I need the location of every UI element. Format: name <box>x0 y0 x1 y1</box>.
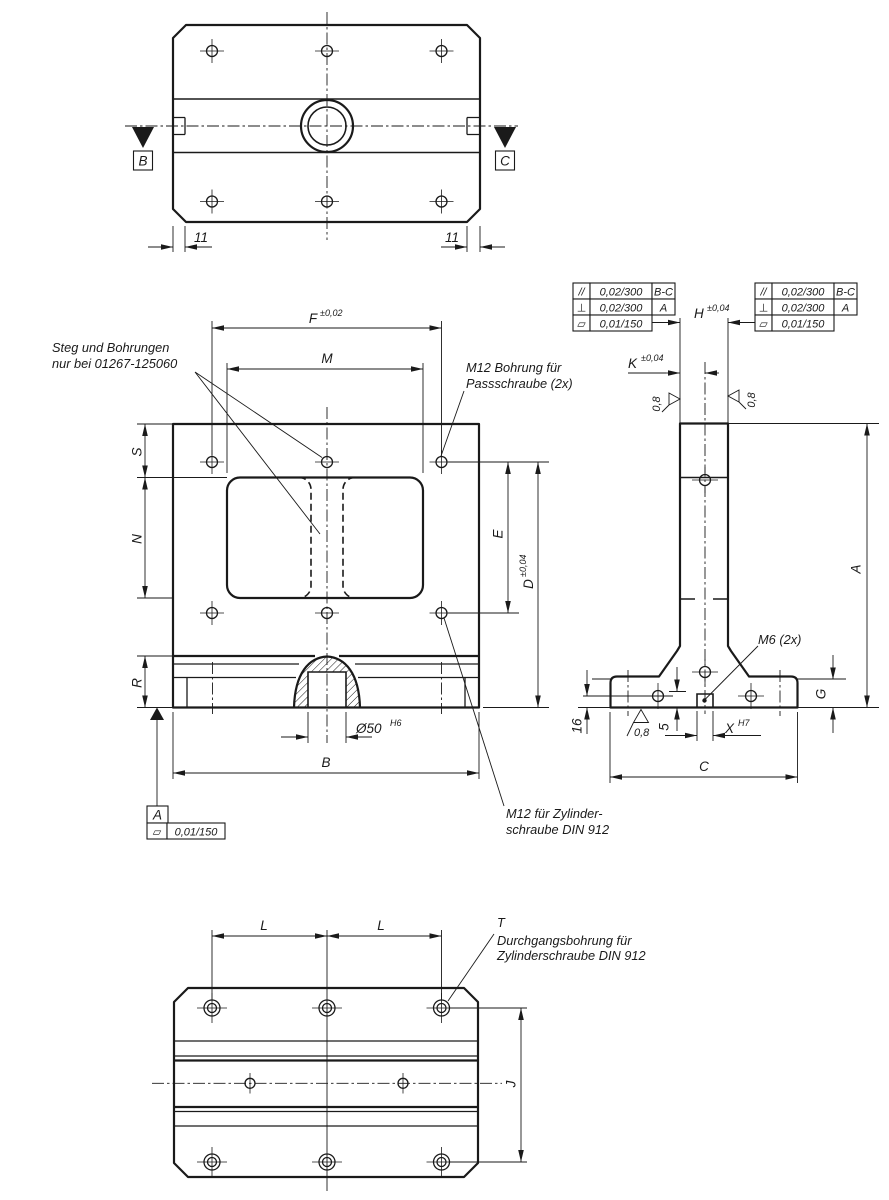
svg-text:Ø50: Ø50 <box>356 721 382 736</box>
svg-text:R: R <box>129 678 145 688</box>
svg-text:M6 (2x): M6 (2x) <box>758 632 802 647</box>
parallelism-icon: // <box>578 286 585 299</box>
svg-text:E: E <box>490 529 506 539</box>
svg-text:H7: H7 <box>738 718 750 728</box>
dim-x <box>665 711 761 741</box>
svg-text:H6: H6 <box>390 718 402 728</box>
dim-bore <box>281 712 402 743</box>
svg-text:A: A <box>659 302 668 315</box>
dim-a <box>728 424 879 708</box>
top-view-outline <box>173 25 480 222</box>
svg-text:N: N <box>129 534 145 544</box>
svg-text:5: 5 <box>656 723 672 731</box>
svg-text:B: B <box>321 755 331 770</box>
svg-text:B-C: B-C <box>654 286 673 299</box>
flatness-icon: ▱ <box>759 318 768 331</box>
dim-5 <box>657 667 687 731</box>
dim-11-left <box>148 226 212 252</box>
datum-triangle-icon <box>132 127 154 148</box>
svg-text:0,8: 0,8 <box>651 396 663 412</box>
svg-text:M12 für Zylinder-: M12 für Zylinder- <box>506 806 603 821</box>
window-opening <box>227 478 423 599</box>
svg-text:G: G <box>813 688 829 700</box>
note-m6 <box>702 632 801 703</box>
dim-j <box>449 1008 527 1162</box>
svg-text:B-C: B-C <box>836 286 855 299</box>
svg-text:11: 11 <box>193 230 209 245</box>
svg-text:0,02/300: 0,02/300 <box>599 302 643 315</box>
svg-text:J: J <box>503 1080 519 1088</box>
svg-text:11: 11 <box>444 230 460 245</box>
datum-flag-c <box>494 127 516 170</box>
svg-text:D: D <box>521 579 536 589</box>
svg-text:L: L <box>260 918 268 933</box>
flatness-icon: ▱ <box>577 318 586 331</box>
svg-text:0,02/300: 0,02/300 <box>781 286 825 299</box>
datum-flag-b <box>132 127 154 170</box>
datum-label-b: B <box>138 153 148 169</box>
dim-16 <box>570 670 613 734</box>
roughness-mark-web-right <box>728 390 758 409</box>
svg-text:Durchgangsbohrung für: Durchgangsbohrung für <box>497 933 632 948</box>
fcf-stack-right <box>755 283 857 331</box>
svg-text:±0,02: ±0,02 <box>320 308 343 318</box>
svg-text:H: H <box>694 306 704 321</box>
svg-text:0,8: 0,8 <box>634 727 650 739</box>
svg-text:0,8: 0,8 <box>746 392 758 408</box>
flatness-icon: ▱ <box>152 826 162 839</box>
dim-d <box>483 462 549 708</box>
svg-text:Zylinderschraube DIN 912: Zylinderschraube DIN 912 <box>497 948 646 963</box>
dim-g <box>798 655 847 733</box>
dim-b <box>173 712 479 779</box>
svg-text:C: C <box>699 759 709 774</box>
note-through-hole <box>448 915 646 1001</box>
note-fit-bore <box>441 360 573 456</box>
roughness-mark-bottom <box>627 710 650 740</box>
datum-triangle-icon <box>494 127 516 148</box>
parallelism-icon: // <box>760 286 767 299</box>
svg-text:16: 16 <box>569 718 585 734</box>
svg-text:nur bei 01267-125060: nur bei 01267-125060 <box>52 356 178 371</box>
svg-text:0,01/150: 0,01/150 <box>599 318 643 331</box>
dim-r <box>130 656 174 708</box>
svg-text:±0,04: ±0,04 <box>518 554 528 577</box>
top-view <box>125 12 518 252</box>
dim-h <box>652 303 755 423</box>
perpendicularity-icon: ⊥ <box>576 302 587 315</box>
svg-text:K: K <box>628 356 638 371</box>
svg-text:0,02/300: 0,02/300 <box>599 286 643 299</box>
side-view-outline <box>611 424 798 708</box>
svg-text:M: M <box>321 351 333 366</box>
svg-text:L: L <box>377 918 385 933</box>
datum-label-c: C <box>500 153 510 169</box>
datum-label-a: A <box>152 807 163 823</box>
svg-text:0,01/150: 0,01/150 <box>174 826 218 839</box>
svg-text:±0,04: ±0,04 <box>707 303 730 313</box>
svg-text:A: A <box>848 564 864 574</box>
svg-text:schraube DIN 912: schraube DIN 912 <box>506 822 610 837</box>
svg-text:S: S <box>129 447 145 457</box>
fcf-stack-left <box>573 283 675 331</box>
roughness-mark-web-left <box>651 393 680 412</box>
svg-text:Steg und Bohrungen: Steg und Bohrungen <box>52 340 170 355</box>
datum-triangle-icon <box>150 708 164 721</box>
dim-m <box>227 351 423 473</box>
dim-11-right <box>441 226 505 252</box>
svg-text:A: A <box>841 302 850 315</box>
side-view <box>570 283 880 783</box>
svg-text:±0,04: ±0,04 <box>641 353 664 363</box>
svg-text:M12 Bohrung für: M12 Bohrung für <box>466 360 562 375</box>
svg-text:Passschraube (2x): Passschraube (2x) <box>466 376 573 391</box>
svg-text:X: X <box>725 721 735 736</box>
perpendicularity-icon: ⊥ <box>758 302 769 315</box>
dim-e <box>448 462 549 613</box>
bottom-view <box>152 915 646 1191</box>
dim-n <box>130 478 174 599</box>
svg-text:0,01/150: 0,01/150 <box>781 318 825 331</box>
svg-text:0,02/300: 0,02/300 <box>781 302 825 315</box>
svg-text:T: T <box>497 915 505 930</box>
front-view <box>52 308 609 839</box>
svg-text:F: F <box>308 311 318 326</box>
